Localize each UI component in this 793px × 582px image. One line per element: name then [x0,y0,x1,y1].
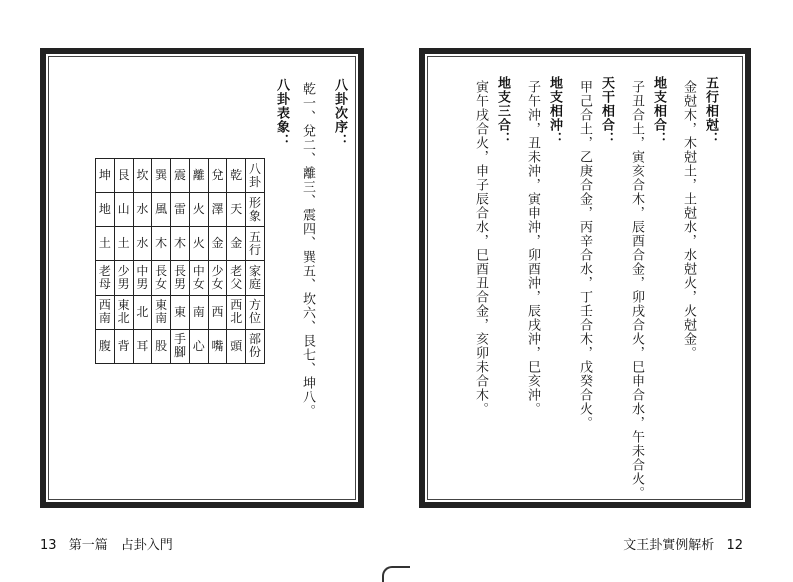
left-page-number: 13 [40,538,57,553]
table-cell: 火 [189,193,208,227]
table-header-cell: 五行 [246,227,265,261]
book-title: 文王卦實例解析 [623,538,715,553]
table-cell: 腹 [96,329,115,363]
table-cell: 坤 [96,159,115,193]
table-cell: 中女 [189,261,208,295]
table-cell: 中男 [133,261,152,295]
section-text: 子丑合土，寅亥合木，辰酉合金，卯戌合火，巳申合水，午未合火。 [629,80,644,500]
table-cell: 股 [152,329,171,363]
right-footer [623,534,743,553]
section-heading: 地支相合： [651,76,666,146]
table-cell: 兌 [208,159,227,193]
right-page-frame [419,48,751,508]
left-footer [40,534,173,553]
table-header-cell: 家庭 [246,261,265,295]
table-cell: 金 [227,227,246,261]
table-cell: 背 [114,329,133,363]
right-page-number: 12 [726,538,743,553]
table-row [96,329,265,363]
table-cell: 長女 [152,261,171,295]
table-cell: 手腳 [171,329,190,363]
table-cell: 西南 [96,295,115,329]
table-cell: 老父 [227,261,246,295]
table-cell: 坎 [133,159,152,193]
table-row [96,227,265,261]
table-header-cell: 形象 [246,193,265,227]
table-cell: 木 [171,227,190,261]
bagua-order-heading: 八卦次序： [332,78,347,148]
right-page [397,0,793,580]
table-cell: 火 [189,227,208,261]
section-heading: 地支三合： [495,76,510,146]
table-cell: 艮 [114,159,133,193]
table-row [96,193,265,227]
table-row [96,261,265,295]
table-cell: 金 [208,227,227,261]
table-cell: 東 [171,295,190,329]
section-text: 子午沖，丑未沖，寅申沖，卯酉沖，辰戌沖，巳亥沖。 [525,80,540,416]
table-cell: 東北 [114,295,133,329]
table-cell: 少女 [208,261,227,295]
bagua-symbols-table [95,158,265,364]
section-heading: 天干相合： [599,76,614,146]
left-page-frame [40,48,364,508]
table-cell: 耳 [133,329,152,363]
table-cell: 西北 [227,295,246,329]
table-cell: 心 [189,329,208,363]
section-text: 寅午戌合火，申子辰合水，巳酉丑合金，亥卯未合木。 [473,80,488,416]
table-cell: 老母 [96,261,115,295]
table-cell: 嘴 [208,329,227,363]
left-page [0,0,396,580]
table-cell: 土 [114,227,133,261]
section-text: 金尅木，木尅土，土尅水，水尅火，火尅金。 [681,80,696,360]
table-cell: 澤 [208,193,227,227]
section-heading: 五行相尅： [703,76,718,146]
table-cell: 南 [189,295,208,329]
chapter-title: 第一篇 占卦入門 [68,538,173,553]
table-cell: 土 [96,227,115,261]
section-text: 甲己合土，乙庚合金，丙辛合水，丁壬合木，戊癸合火。 [577,80,592,430]
table-header-cell: 方位 [246,295,265,329]
table-cell: 水 [133,227,152,261]
table-cell: 震 [171,159,190,193]
table-cell: 水 [133,193,152,227]
table-cell: 頭 [227,329,246,363]
table-cell: 巽 [152,159,171,193]
table-cell: 離 [189,159,208,193]
table-cell: 風 [152,193,171,227]
table-row [96,295,265,329]
bagua-order-text: 乾一、兌二、離三、震四、巽五、坎六、艮七、坤八。 [300,82,315,418]
table-cell: 天 [227,193,246,227]
table-header-cell: 八卦 [246,159,265,193]
table-cell: 西 [208,295,227,329]
table-cell: 乾 [227,159,246,193]
table-cell: 少男 [114,261,133,295]
table-cell: 東南 [152,295,171,329]
table-cell: 長男 [171,261,190,295]
table-cell: 雷 [171,193,190,227]
table-cell: 木 [152,227,171,261]
table-row [96,159,265,193]
table-cell: 北 [133,295,152,329]
table-header-cell: 部份 [246,329,265,363]
table-cell: 地 [96,193,115,227]
bagua-symbols-heading: 八卦表象： [274,78,289,148]
section-heading: 地支相沖： [547,76,562,146]
table-cell: 山 [114,193,133,227]
